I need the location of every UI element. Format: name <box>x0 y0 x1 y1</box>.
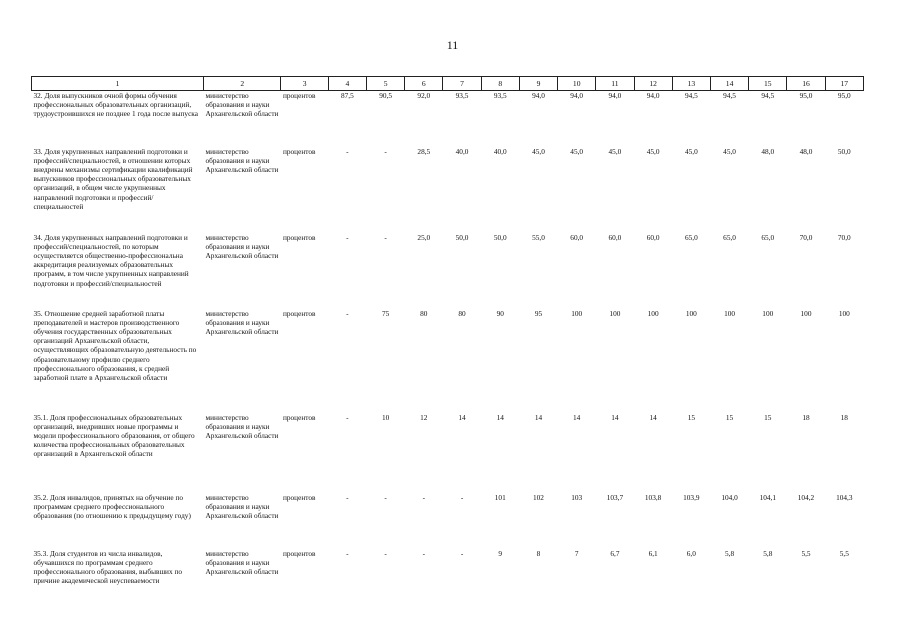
header-row <box>32 77 864 91</box>
value-cell: 14 <box>458 412 466 422</box>
header-cell: 16 <box>787 77 825 91</box>
value-cell: - <box>460 492 464 502</box>
unit-of-measure: процентов <box>282 91 316 100</box>
table-row <box>32 309 864 413</box>
value-cell: 40,0 <box>493 146 507 156</box>
header-cell: 15 <box>749 77 787 91</box>
value-cell: 14 <box>611 412 619 422</box>
value-cell: 6,0 <box>686 548 696 558</box>
value-cell: 103,9 <box>683 492 700 502</box>
unit-of-measure: процентов <box>282 146 316 156</box>
indicator-name: 34. Доля укрупненных направлений подготовки и профессий/специальностей, по которым осуществляется общественно-профессиональна аккредитация реализуемых образовательных программ, в том числе укрупненных направлений подготовки и профессий/специальностей <box>33 232 189 288</box>
value-cell: 45,0 <box>646 146 660 156</box>
value-cell: 15 <box>687 412 695 422</box>
value-cell: - <box>346 146 349 156</box>
header-cell: 2 <box>204 77 281 91</box>
value-cell: 95,0 <box>837 91 851 100</box>
header-cell: 17 <box>825 77 863 91</box>
value-cell: 104,3 <box>836 492 853 502</box>
value-cell: 40,0 <box>455 146 469 156</box>
header-cell: 9 <box>519 77 557 91</box>
value-cell: 94,0 <box>570 91 584 100</box>
indicator-name: 33. Доля укрупненных направлений подготовки и профессий/специальностей, в отношении которых внедрены механизмы сертификации квалификаций выпускников профессиональных образовательных организаций, в общем числе укрупненных направлений подготовки и профессий/специальностей <box>33 146 193 211</box>
value-cell: 90,5 <box>379 91 392 100</box>
value-cell: 45,0 <box>608 146 622 156</box>
value-cell: 65,0 <box>723 232 736 242</box>
value-cell: 75 <box>381 308 390 318</box>
value-cell: 65,0 <box>761 232 775 242</box>
value-cell: 50,0 <box>455 232 469 242</box>
unit-of-measure: процентов <box>282 492 316 502</box>
value-cell: 94,5 <box>684 91 698 100</box>
value-cell: 103,8 <box>644 492 662 502</box>
header-cell: 6 <box>405 77 443 91</box>
header-cell: 1 <box>32 77 204 91</box>
value-cell: 100 <box>685 308 697 318</box>
value-cell: 15 <box>764 412 772 422</box>
value-cell: 14 <box>534 412 543 422</box>
value-cell: 100 <box>724 308 736 318</box>
value-cell: 7 <box>574 548 579 558</box>
value-cell: 87,5 <box>340 91 354 100</box>
value-cell: - <box>346 548 349 558</box>
table-body <box>32 91 864 609</box>
header-cell: 3 <box>281 77 328 91</box>
value-cell: 94,5 <box>761 91 775 100</box>
value-cell: 5,5 <box>801 548 811 558</box>
header-cell: 14 <box>710 77 748 91</box>
value-cell: 12 <box>420 412 428 422</box>
page-number: 11 <box>446 38 459 52</box>
value-cell: 45,0 <box>684 146 698 156</box>
indicator-name: 32. Доля выпускников очной формы обучения профессиональных образовательных организаций, трудоустроившихся не позднее 1 года после выпуска <box>33 91 198 119</box>
value-cell: 70,0 <box>799 232 813 242</box>
responsible-agency: министерство образования и науки Архангельской области <box>205 412 279 440</box>
value-cell: 80 <box>420 308 428 318</box>
indicator-name: 35.2. Доля инвалидов, принятых на обучение по программам среднего профессионального образования (по отношению к предыдущему году) <box>33 492 191 520</box>
table-row <box>32 91 864 147</box>
table-row <box>32 549 864 609</box>
value-cell: 104,0 <box>721 492 738 502</box>
value-cell: - <box>346 232 349 242</box>
value-cell: 70,0 <box>837 232 851 242</box>
value-cell: - <box>384 548 387 558</box>
value-cell: 93,5 <box>455 91 469 100</box>
value-cell: 48,0 <box>799 146 813 156</box>
value-cell: 45,0 <box>723 146 736 156</box>
value-cell: 104,1 <box>759 492 776 502</box>
value-cell: - <box>384 146 387 156</box>
value-cell: 18 <box>840 412 848 422</box>
value-cell: 14 <box>649 412 657 422</box>
value-cell: 25,0 <box>417 232 431 242</box>
value-cell: 92,0 <box>417 91 431 100</box>
indicators-table <box>31 76 864 609</box>
value-cell: 9 <box>498 548 503 558</box>
value-cell: 60,0 <box>646 232 660 242</box>
value-cell: 100 <box>609 308 621 318</box>
value-cell: 5,5 <box>839 548 849 558</box>
unit-of-measure: процентов <box>282 308 316 318</box>
value-cell: 102 <box>532 492 544 502</box>
indicator-name: 35.1. Доля профессиональных образовательных организаций, внедривших новые программы и модели профессионального образования, от общего количества профессиональных образовательных организаций в Архангельской области <box>33 412 195 459</box>
value-cell: 14 <box>573 412 581 422</box>
responsible-agency: министерство образования и науки Архангельской области <box>205 232 279 260</box>
value-cell: 100 <box>800 308 812 318</box>
header-cell: 5 <box>366 77 404 91</box>
value-cell: 103 <box>571 492 583 502</box>
indicator-name: 35.3. Доля студентов из числа инвалидов, обучавшихся по программам среднего профессионального образования, выбывших по причине академической неуспеваемости <box>33 548 182 586</box>
value-cell: - <box>384 232 387 242</box>
value-cell: - <box>346 492 349 502</box>
header-cell: 8 <box>481 77 519 91</box>
value-cell: 100 <box>762 308 774 318</box>
value-cell: 100 <box>571 308 583 318</box>
value-cell: 90 <box>496 308 504 318</box>
table-row <box>32 413 864 493</box>
value-cell: - <box>422 548 426 558</box>
responsible-agency: министерство образования и науки Архангельской области <box>205 548 279 576</box>
value-cell: 101 <box>494 492 506 502</box>
table-row <box>32 493 864 549</box>
value-cell: 6,1 <box>648 548 658 558</box>
responsible-agency: министерство образования и науки Архангельской области <box>205 146 279 174</box>
responsible-agency: министерство образования и науки Архангельской области <box>205 492 279 520</box>
header-cell: 7 <box>443 77 481 91</box>
value-cell: - <box>346 308 349 318</box>
value-cell: - <box>422 492 426 502</box>
value-cell: 100 <box>838 308 850 318</box>
value-cell: 48,0 <box>761 146 775 156</box>
header-cell: 13 <box>672 77 710 91</box>
unit-of-measure: процентов <box>282 548 316 558</box>
value-cell: 93,5 <box>493 91 507 100</box>
value-cell: 94,0 <box>646 91 660 100</box>
table-row <box>32 233 864 309</box>
header-cell: 12 <box>634 77 672 91</box>
responsible-agency: министерство образования и науки Архангельской области <box>205 308 279 336</box>
value-cell: 80 <box>458 308 466 318</box>
unit-of-measure: процентов <box>282 232 316 242</box>
value-cell: 60,0 <box>608 232 622 242</box>
value-cell: 6,7 <box>610 548 620 558</box>
value-cell: 94,0 <box>532 91 545 100</box>
value-cell: 65,0 <box>684 232 698 242</box>
value-cell: 95,0 <box>799 91 813 100</box>
value-cell: 94,5 <box>723 91 736 100</box>
value-cell: - <box>384 492 387 502</box>
value-cell: 45,0 <box>532 146 545 156</box>
header-cell: 11 <box>596 77 634 91</box>
value-cell: - <box>346 412 349 422</box>
value-cell: 94,0 <box>608 91 622 100</box>
header-cell: 10 <box>558 77 596 91</box>
unit-of-measure: процентов <box>282 412 316 422</box>
value-cell: 8 <box>536 548 541 558</box>
value-cell: 50,0 <box>493 232 507 242</box>
value-cell: 50,0 <box>837 146 851 156</box>
indicator-name: 35. Отношение средней заработной платы преподавателей и мастеров производственного обучения государственных образовательных организаций Архангельской области, осуществляющих образовательную деятельность по образовательному профилю среднего профессионального образования, к средней заработной плате в Архангельской области <box>33 308 197 382</box>
value-cell: 14 <box>496 412 504 422</box>
table-row <box>32 147 864 233</box>
value-cell: 5,8 <box>725 548 735 558</box>
value-cell: 18 <box>802 412 810 422</box>
value-cell: 55,0 <box>532 232 545 242</box>
responsible-agency: министерство образования и науки Архангельской области <box>205 91 279 119</box>
value-cell: - <box>460 548 464 558</box>
value-cell: 5,8 <box>763 548 773 558</box>
value-cell: 104,2 <box>797 492 815 502</box>
header-cell: 4 <box>328 77 366 91</box>
value-cell: 28,5 <box>417 146 431 156</box>
value-cell: 45,0 <box>570 146 584 156</box>
value-cell: 10 <box>381 412 390 422</box>
value-cell: 15 <box>725 412 734 422</box>
value-cell: 103,7 <box>606 492 624 502</box>
value-cell: 60,0 <box>570 232 584 242</box>
value-cell: 95 <box>534 308 543 318</box>
value-cell: 100 <box>647 308 659 318</box>
